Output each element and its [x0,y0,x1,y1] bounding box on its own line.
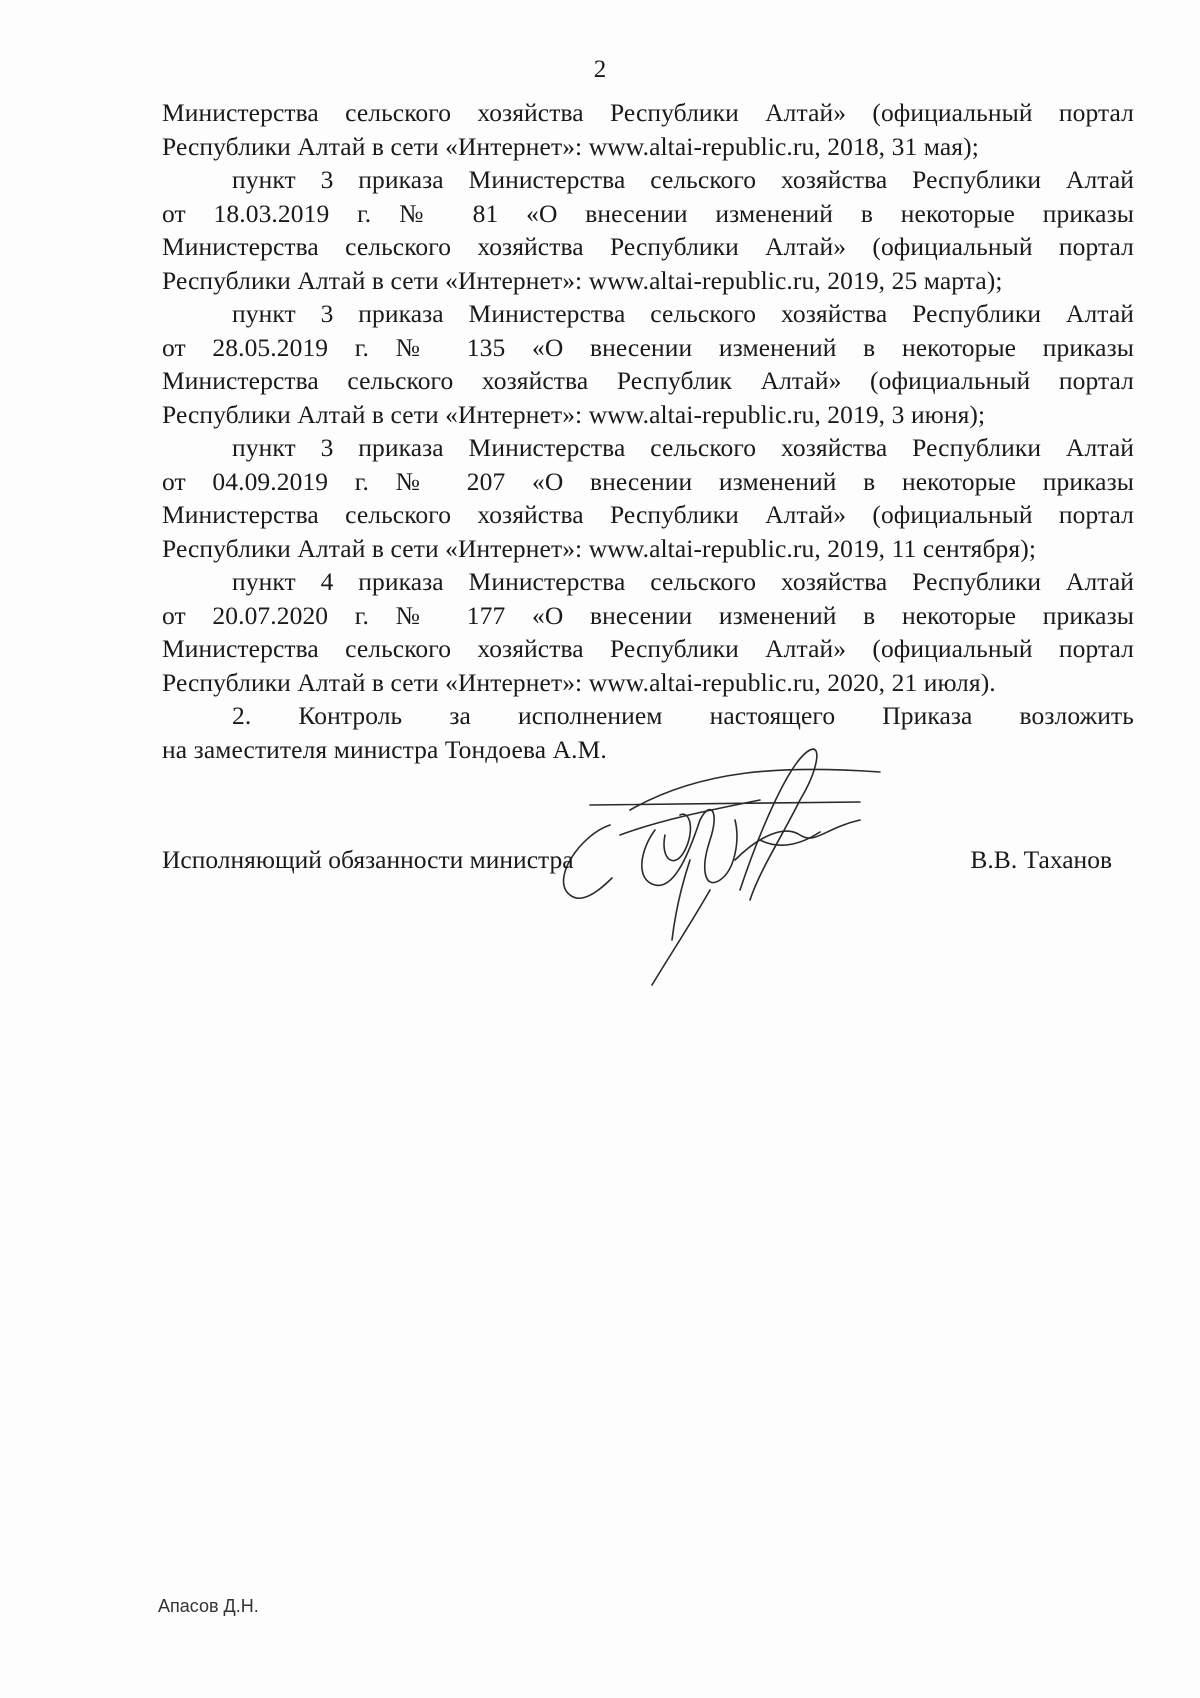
text-line: от 04.09.2019 г. № 207 «О внесении изменений в некоторые приказы [162,466,1134,496]
text-line: от 28.05.2019 г. № 135 «О внесении изменений в некоторые приказы [162,332,1134,362]
text-line: Республики Алтай в сети «Интернет»: www.altai-republic.ru, 2019, 25 марта); [162,265,1003,295]
text-line: Министерства сельского хозяйства Республик Алтай» (официальный портал [162,366,1134,395]
text-line: от 18.03.2019 г. № 81 «О внесении изменений в некоторые приказы [162,198,1134,228]
signature-block [162,845,1134,885]
signatory-title: Исполняющий обязанности министра [162,845,574,874]
executor-name: Апасов Д.Н. [158,1596,259,1616]
text-line: пункт 3 приказа Министерства сельского хозяйства Республики Алтай [232,165,1134,194]
text-line: Министерства сельского хозяйства Республики Алтай» (официальный портал [162,232,1134,261]
text-line: Министерства сельского хозяйства Республики Алтай» (официальный портал [162,98,1134,127]
text-line: Республики Алтай в сети «Интернет»: www.altai-republic.ru, 2018, 31 мая); [162,131,979,161]
text-line: Республики Алтай в сети «Интернет»: www.altai-republic.ru, 2020, 21 июля). [162,667,996,697]
text-line: от 20.07.2020 г. № 177 «О внесении изменений в некоторые приказы [162,600,1134,630]
text-line: Министерства сельского хозяйства Республики Алтай» (официальный портал [162,500,1134,529]
text-line: 2. Контроль за исполнением настоящего Приказа возложить [232,701,1134,730]
page-number: 2 [593,56,607,83]
text-line: пункт 3 приказа Министерства сельского хозяйства Республики Алтай [232,433,1134,462]
text-line: на заместителя министра Тондоева А.М. [162,734,607,764]
signatory-name: В.В. Таханов [970,845,1112,874]
text-line: Республики Алтай в сети «Интернет»: www.altai-republic.ru, 2019, 3 июня); [162,399,986,429]
text-line: Министерства сельского хозяйства Республики Алтай» (официальный портал [162,634,1134,663]
text-line: пункт 3 приказа Министерства сельского хозяйства Республики Алтай [232,299,1134,328]
text-line: пункт 4 приказа Министерства сельского хозяйства Республики Алтай [232,567,1134,596]
text-line: Республики Алтай в сети «Интернет»: www.altai-republic.ru, 2019, 11 сентября); [162,533,1037,563]
document-body [162,96,1134,766]
